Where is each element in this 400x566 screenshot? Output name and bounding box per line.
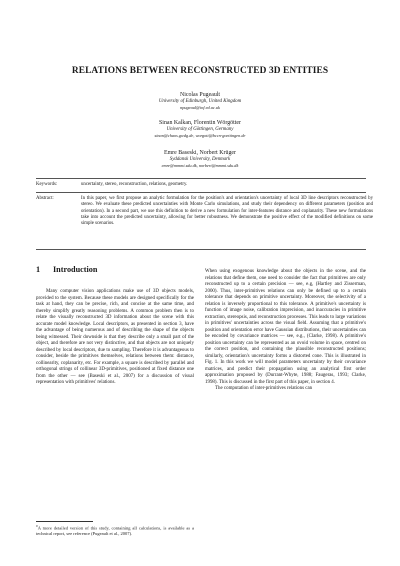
abstract-bottom-rule (36, 249, 366, 250)
footnote-marker: 0 (36, 524, 38, 528)
section-heading (36, 265, 97, 274)
author-affiliation: Syddansk University, Denmark (169, 157, 231, 162)
author-group-2 (0, 120, 400, 138)
author-names: Emre Baseski, Norbert Krüger (164, 150, 236, 156)
footnote-rule (36, 521, 93, 522)
author-email: sinan@chaos.gwdg.de, worgott@bccn-goettingen.de (154, 133, 246, 138)
footnote-text: A more detailed version of this study, containing all calculations, is available as a technical report, see reference (Pugeault et al., 2007). (36, 525, 194, 537)
paragraph: The computation of inter-primitives relations can (215, 386, 313, 392)
footnote (36, 524, 194, 537)
paper-title: RELATIONS BETWEEN RECONSTRUCTED 3D ENTITIES (71, 66, 329, 76)
author-group-3 (0, 150, 400, 168)
abstract-label: Abstract: (36, 196, 54, 201)
keywords-label: Keywords: (36, 182, 58, 187)
author-names: Sinan Kalkan, Florentin Wörgötter (159, 120, 241, 126)
author-email: npugeaul@inf.ed.ac.uk (180, 105, 220, 110)
keywords-top-rule (36, 178, 366, 179)
section-title: Introduction (53, 265, 98, 274)
author-group-1 (0, 92, 400, 110)
keywords-bottom-rule (36, 192, 366, 193)
keywords-text: uncertainty, stereo, reconstruction, relations, geometry. (81, 182, 188, 187)
paragraph: When using exogenous knowledge about the objects in the scene, and the relations that define them, one need to consider the fact that primitives are only reconstructed up to a certain precision — see, e.g, (Hartley and Zisserman, 2000). Thus, inter-primitives relations can only be defined up to a certain tolerance that depends on primitive uncertainty. Moreover, the selectivity of a relation is inversely proportional to this tolerance. A primitive's uncertainty is function of image noise, calibration imprecision, and inaccuracies in primitive extraction, stereopsis, and reconstruction processes. This leads to large variations in primitives' uncertainties across the visual field. Assuming that a primitive's position and orientation error have Gaussian distributions, their uncertainties can be encoded by covariance matrices — see, e.g., (Clarke, 1998). A primitive's position uncertainty can be represented as an ovoid volume in space, centred on the correct position, and containing the plausible reconstructed positions; similarly, orientation's uncertainty forms a distorted cone. This is illustrated in Fig. 1. In this work we will model parameters uncertainty by their covariance matrices, and predict their propagation using an analytical first order approximation proposed by (Durrant-Whyte, 1988; Faugeras, 1993; Clarke, 1998). This is discussed in the first part of this paper, in section 4. (205, 269, 366, 385)
section-number: 1 (36, 265, 41, 274)
author-email: emre@mmmi.sdu.dk, norbert@mmmi.sdu.dk (161, 163, 239, 168)
author-names: Nicolas Pugeault (179, 92, 221, 98)
author-affiliation: University of Göttingen, Germany (166, 127, 234, 132)
right-column (205, 269, 366, 393)
author-affiliation: University of Edinburgh, United Kingdom (158, 99, 242, 104)
left-column (36, 289, 194, 387)
paragraph: Many computer vision applications make use of 3D objects models, provided to the system. Because these models are designed specifically for the task at hand, they can be precise, rich, and concise at the same time, and thereby simplify greatly reasoning problems. A common problem then is to relate the visually reconstructed 3D information about the scene with this accurate model knowledge. Local descriptors, as presented in section 3, have the advantage of being numerous and of describing the shape of the objects being witnessed. Their downside is that they describe only a small part of the object, and therefore are not very distinctive, and that objects are not uniquely described by local descriptors, due to sampling. Therefore it is advantageous to consider, beside the primitives themselves, relations between them: distance, collinearity, coplanarity, etc. For example, a square is described by parallel and orthogonal strings of collinear 3D-primitives, positioned at fixed distance one from the other — see (Baseski et al., 2007) for a discussion of visual representation with primitives' relations. (36, 289, 194, 386)
abstract-text: In this paper, we first propose an analytic formulation for the position's and orientation's uncertainty of local 3D line descriptors reconstructed by stereo. We evaluate these predicted uncertainties with Monte Carlo simulations, and study their dependency on different parameters (position and orientation). In a second part, we use this definition to derive a new formulation for inter-features distance and coplanarity. These new formulations take into account the predicted uncertainty, allowing for better robustness. We demonstrate the positive effect of the modified definitions on some simple scenarios. (81, 196, 373, 227)
